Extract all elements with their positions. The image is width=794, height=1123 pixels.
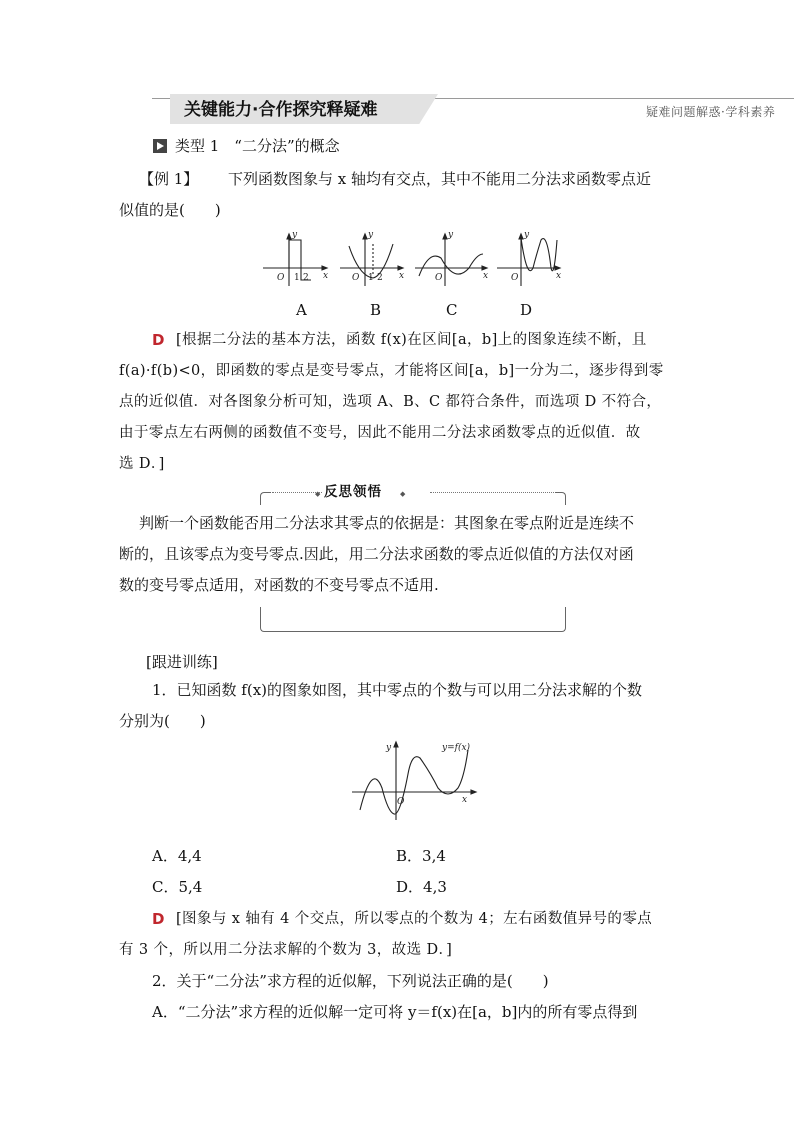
q1-answer-line: [图象与 x 轴有 4 个交点，所以零点的个数为 4；左右函数值异号的零点: [176, 911, 653, 927]
example-stem-line2: 似值的是( ): [119, 201, 221, 219]
q1-answer-line: 有 3 个，所以用二分法求解的个数为 3，故选 D．]: [119, 942, 453, 958]
q2-option-a: A．“二分法”求方程的近似解一定可将 y＝f(x)在[a，b]内的所有零点得到: [152, 1003, 638, 1021]
q1-line: 分别为( ): [119, 712, 206, 730]
frame-corner: [260, 607, 271, 632]
example-graphs: [255, 228, 570, 290]
q2-line: 2．关于“二分法”求方程的近似解，下列说法正确的是( ): [152, 972, 549, 990]
frame-corner: [260, 492, 271, 505]
axis-label: x: [323, 271, 329, 281]
graph-d: [497, 234, 560, 286]
play-icon: [153, 139, 167, 153]
axis-label: O: [352, 273, 360, 283]
reflection-line: 数的变号零点适用，对函数的不变号零点不适用.: [119, 576, 439, 594]
axis-label: O: [511, 273, 519, 283]
axis-label: 1: [294, 273, 300, 283]
example-tag: 【例 1】: [139, 170, 199, 188]
frame-dots: [430, 492, 554, 493]
graph-label-c: C: [446, 301, 458, 319]
axis-label: y: [386, 743, 392, 753]
reflection-line: 断的，且该零点为变号零点.因此，用二分法求函数的零点近似值的方法仅对函: [119, 545, 634, 563]
type-heading: 类型 1 “二分法”的概念: [175, 137, 340, 155]
answer-line: 由于零点左右两侧的函数值不变号，因此不能用二分法求函数零点的近似值．故: [119, 425, 641, 441]
section-title: 关键能力·合作探究释疑难: [184, 100, 378, 120]
q1-option-d: D．4,3: [396, 878, 447, 896]
answer-letter: D: [152, 331, 165, 349]
axis-label: y: [448, 230, 454, 240]
axis-label: 1: [368, 273, 374, 283]
axis-label: y: [292, 230, 298, 240]
axis-label: x: [462, 795, 468, 805]
frame-corner: [555, 492, 566, 505]
axis-label: 2: [303, 273, 309, 283]
example-stem-line1: 下列函数图象与 x 轴均有交点，其中不能用二分法求函数零点近: [228, 170, 651, 188]
frame-corner: [555, 607, 566, 632]
reflection-label: 反思领悟: [324, 484, 382, 500]
practice-heading: [跟进训练]: [146, 653, 218, 671]
axis-label: O: [277, 273, 285, 283]
diamond-icon: ◆: [400, 490, 406, 498]
answer-line: [根据二分法的基本方法，函数 f(x)在区间[a，b]上的图象连续不断，且: [176, 332, 647, 348]
q1-graph: [350, 738, 482, 822]
header-right-label: 疑难问题解惑·学科素养: [646, 105, 776, 119]
curve-label: y=f(x): [442, 743, 471, 753]
axis-label: y: [524, 230, 530, 240]
axis-label: 2: [377, 273, 383, 283]
q1-option-c: C．5,4: [152, 878, 203, 896]
graph-label-a: A: [296, 301, 307, 319]
q1-option-b: B．3,4: [396, 847, 446, 865]
answer-line: f(a)·f(b)<0，即函数的零点是变号零点，才能将区间[a，b]一分为二，逐步得到零: [119, 363, 664, 379]
reflection-line: 判断一个函数能否用二分法求其零点的依据是：其图象在零点附近是连续不: [139, 514, 635, 532]
answer-line: 点的近似值．对各图象分析可知，选项 A、B、C 都符合条件，而选项 D 不符合，: [119, 394, 662, 410]
axis-label: x: [483, 271, 489, 281]
q1-line: 1．已知函数 f(x)的图象如图，其中零点的个数与可以用二分法求解的个数: [152, 681, 643, 699]
q1-option-a: A．4,4: [152, 847, 202, 865]
graph-label-d: D: [520, 301, 533, 319]
axis-label: O: [435, 273, 443, 283]
frame-bottom: [270, 631, 556, 632]
axis-label: x: [556, 271, 562, 281]
axis-label: y: [368, 230, 374, 240]
q1-answer-letter: D: [152, 910, 165, 928]
graph-c: [415, 234, 487, 286]
axis-label: x: [399, 271, 405, 281]
graph-label-b: B: [370, 301, 382, 319]
axis-label: O: [397, 797, 405, 807]
answer-line: 选 D．]: [119, 456, 165, 472]
diamond-icon: ◆: [315, 490, 321, 498]
